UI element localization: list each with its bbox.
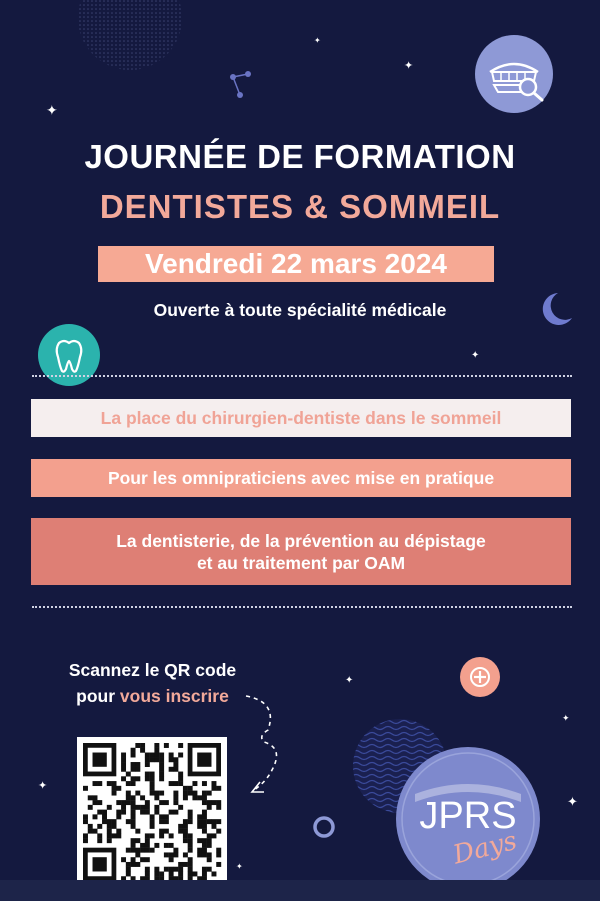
- jprs-days-logo: [395, 744, 555, 880]
- sparkle-icon: ✦: [314, 36, 321, 45]
- headline-title: JOURNÉE DE FORMATION: [84, 138, 516, 175]
- sparkle-icon: ✦: [567, 794, 578, 809]
- register-link-text: vous inscrire: [119, 686, 229, 706]
- sparkle-icon: ✦: [404, 60, 414, 72]
- registration-line1: Scannez le QR code: [68, 660, 237, 680]
- session-bar-1: [31, 399, 571, 437]
- dashed-arrow-icon: [238, 690, 298, 800]
- sparkle-icon: ✦: [562, 713, 570, 723]
- session-label-line2: et au traitement par OAM: [196, 552, 406, 573]
- constellation-decoration: [228, 70, 256, 100]
- registration-line2: pour vous inscrire: [76, 686, 229, 706]
- dotted-divider: [32, 375, 572, 377]
- qr-code-pattern: [77, 737, 227, 887]
- session-bar-3: [31, 518, 571, 585]
- dotted-divider: [32, 606, 572, 608]
- headline-subtitle: DENTISTES & SOMMEIL: [99, 188, 501, 225]
- dotted-circle-decoration: [75, 0, 185, 70]
- teeth-magnifier-icon: [474, 34, 554, 114]
- sparkle-icon: ✦: [345, 675, 354, 686]
- session-label: Pour les omnipraticiens avec mise en pratique: [107, 468, 495, 488]
- sparkle-icon: ✦: [46, 102, 58, 118]
- ring-decoration: [311, 814, 337, 840]
- sparkle-icon: ✦: [236, 862, 243, 871]
- qr-code[interactable]: [77, 737, 227, 887]
- session-label: La place du chirurgien-dentiste dans le sommeil: [100, 408, 502, 428]
- session-bar-2: [31, 459, 571, 497]
- logo-script-text: Days: [450, 825, 520, 871]
- sparkle-icon: ✦: [471, 350, 480, 361]
- plus-icon: [459, 656, 501, 698]
- registration-text: [40, 657, 265, 709]
- sparkle-icon: ✦: [38, 780, 48, 792]
- event-date: Vendredi 22 mars 2024: [98, 246, 494, 282]
- logo-main-text: JPRS: [419, 795, 517, 837]
- tooth-icon: [37, 323, 101, 387]
- audience-text: Ouverte à toute spécialité médicale: [153, 300, 447, 320]
- bottom-strip: [0, 880, 600, 901]
- session-label-line1: La dentisterie, de la prévention au dépistage: [116, 530, 486, 551]
